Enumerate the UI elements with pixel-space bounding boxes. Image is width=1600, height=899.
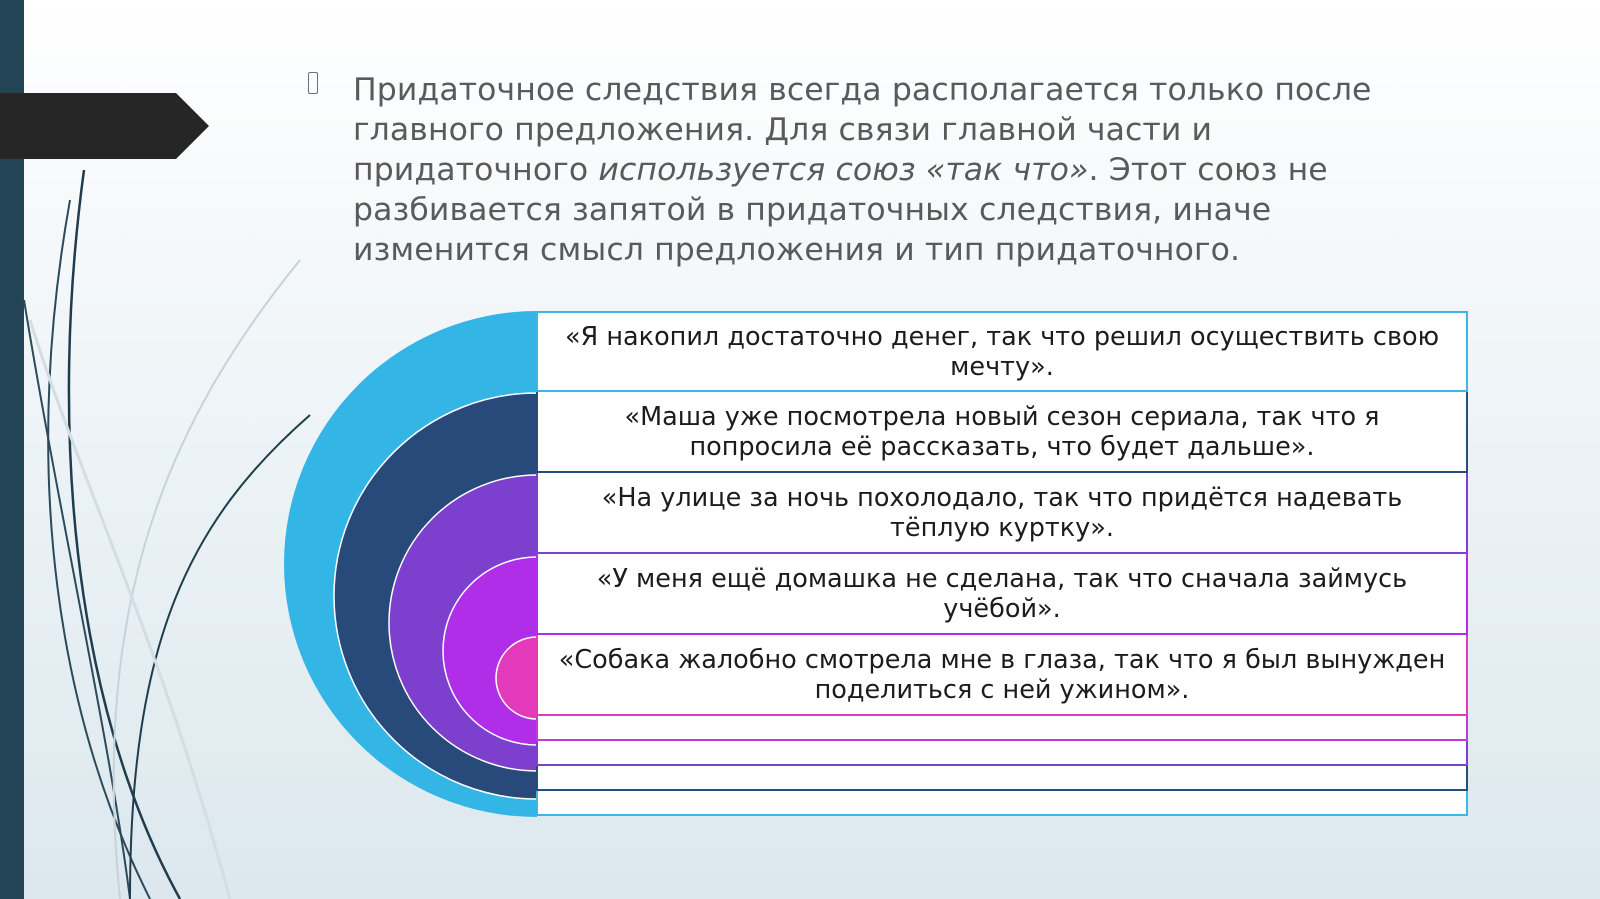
example-row [536, 473, 1468, 554]
concentric-arcs-graphic [0, 0, 560, 899]
paragraph-text-end: . Этот союз не разбивается запятой в придаточных следствия, иначе изменится смысл предложения и тип придаточного. [353, 152, 1328, 268]
example-text: «У меня ещё домашка не сделана, так что сначала займусь учёбой». [596, 563, 1408, 624]
empty-row [536, 741, 1468, 766]
example-text: «На улице за ночь похолодало, так что придётся надевать тёплую куртку». [601, 482, 1403, 543]
example-row [536, 392, 1468, 473]
paragraph-italic-conjunction: используется союз «так что» [598, 152, 1089, 188]
paragraph-text-start: Придаточное следствия всегда располагается только после главного предложения. Для связи главной части и придаточного [353, 72, 1372, 188]
empty-row [536, 766, 1468, 791]
example-text: «Собака жалобно смотрела мне в глаза, так что я был вынужден поделиться с ней ужином». [558, 644, 1446, 705]
example-row [536, 311, 1468, 392]
examples-list [536, 311, 1468, 816]
example-text: «Маша уже посмотрела новый сезон сериала, так что я попросила её рассказать, что будет дальше». [624, 401, 1380, 462]
example-row [536, 554, 1468, 635]
empty-row [536, 716, 1468, 741]
example-row [536, 635, 1468, 716]
empty-row [536, 791, 1468, 816]
example-text: «Я накопил достаточно денег, так что решил осуществить свою мечту». [564, 321, 1440, 382]
